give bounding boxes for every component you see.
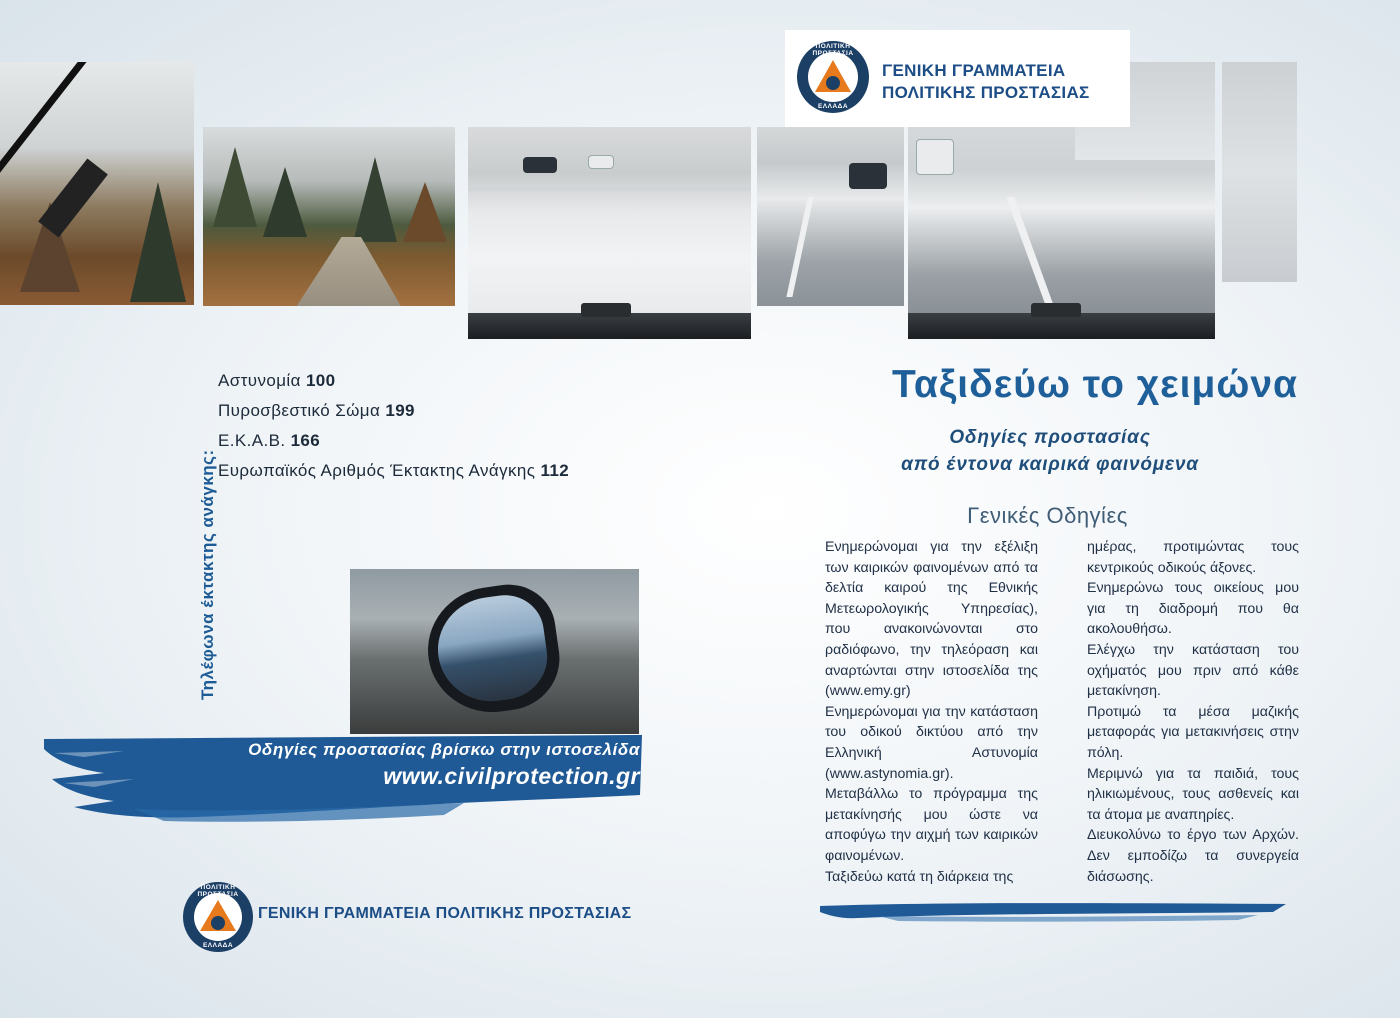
seal-top-text: ΠΟΛΙΤΙΚΗ ΠΡΟΣΤΑΣΙΑ <box>197 884 239 898</box>
emergency-item-ambulance <box>218 426 569 456</box>
instructions-column-1 <box>825 537 1038 887</box>
emergency-item-police <box>218 366 569 396</box>
emergency-vertical-label <box>176 370 217 700</box>
photo-car-side-mirror <box>350 569 639 734</box>
org-name-line1: ΓΕΝΙΚΗ ΓΡΑΜΜΑΤΕΙΑ <box>882 61 1066 80</box>
emergency-item-fire <box>218 396 569 426</box>
civil-protection-seal-icon <box>797 41 869 113</box>
emergency-number: 199 <box>385 401 415 420</box>
instruction-paragraph: Διευκολύνω το έργο των Αρχών. Δεν εμποδίζω τα συνεργεία διάσωσης. <box>1087 827 1299 885</box>
instructions-column-2 <box>1087 537 1299 887</box>
page-title: Ταξιδεύω το χειμώνα <box>892 363 1298 406</box>
emergency-number: 112 <box>540 461 570 480</box>
footer-org-name: ΓΕΝΙΚΗ ΓΡΑΜΜΑΤΕΙΑ ΠΟΛΙΤΙΚΗΣ ΠΡΟΣΤΑΣΙΑΣ <box>258 905 632 922</box>
photo-rainy-windshield-wiper <box>0 62 194 305</box>
org-name-line2: ΠΟΛΙΤΙΚΗΣ ΠΡΟΣΤΑΣΙΑΣ <box>882 83 1090 102</box>
emergency-name: Αστυνομία <box>218 371 301 390</box>
subtitle-line1: Οδηγίες προστασίας <box>949 427 1151 448</box>
website-link[interactable]: www.civilprotection.gr <box>383 763 640 789</box>
brush-stroke-divider <box>818 900 1288 924</box>
seal-top-text: ΠΟΛΙΤΙΚΗ ΠΡΟΣΤΑΣΙΑ <box>812 43 854 57</box>
instruction-paragraph: ημέρας, προτιμώντας τους κεντρικούς οδικούς άξονες. <box>1087 539 1299 576</box>
subtitle-line2: από έντονα καιρικά φαινόμενα <box>901 454 1199 475</box>
emergency-name: Ευρωπαϊκός Αριθμός Έκτακτης Ανάγκης <box>218 461 536 480</box>
section-heading: Γενικές Οδηγίες <box>967 503 1128 528</box>
instruction-paragraph: Ελέγχω την κατάσταση του οχήματός μου πριν από κάθε μετακίνηση. <box>1087 641 1299 700</box>
instruction-paragraph: Ενημερώνομαι για την εξέλιξη των καιρικών φαινομένων από τα δελτία καιρού της Εθνικής Μετεωρολογικής Υπηρεσίας), που ανακοινώνονται στο ραδιόφωνο, την τηλεόραση και αναρτώνται στην ιστοσελίδα της (www.emy.gr) <box>825 539 1038 700</box>
instruction-paragraph: Ενημερώνομαι για την κατάσταση του οδικού δικτύου από την Ελληνική Αστυνομία (www.astynomia.gr). <box>825 703 1038 782</box>
instruction-paragraph: Προτιμώ τα μέσα μαζικής μεταφοράς για μετακινήσεις στην πόλη. <box>1087 703 1299 761</box>
emergency-name: Ε.Κ.Α.Β. <box>218 431 286 450</box>
banner-text: Οδηγίες προστασίας βρίσκω στην ιστοσελίδα <box>248 740 640 759</box>
photo-wet-windshield <box>1222 62 1297 282</box>
subtitle <box>790 424 1310 478</box>
emergency-label-text: Τηλέφωνα έκτακτης ανάγκης: <box>198 449 217 700</box>
photo-snowy-highway-1 <box>468 127 751 339</box>
photo-autumn-forest-road <box>203 127 455 306</box>
instruction-paragraph: Ενημερώνω τους οικείους μου για τη διαδρομή που θα ακολουθήσω. <box>1087 580 1299 638</box>
seal-bottom-text: ΕΛΛΑΔΑ <box>817 103 849 110</box>
emergency-name: Πυροσβεστικό Σώμα <box>218 401 381 420</box>
emergency-numbers-list <box>218 366 569 486</box>
instruction-paragraph: Μεταβάλλω το πρόγραμμα της μετακίνησής μου ώστε να αποφύγω την αιχμή των καιρικών φαινομένων. <box>825 786 1038 864</box>
emergency-number: 100 <box>305 371 336 390</box>
emergency-item-european <box>218 456 569 486</box>
photo-snowy-highway-2 <box>757 127 904 306</box>
seal-bottom-text: ΕΛΛΑΔΑ <box>202 942 234 949</box>
header-logo-box <box>785 30 1130 127</box>
civil-protection-seal-icon <box>183 882 253 952</box>
instruction-paragraph: Μεριμνώ για τα παιδιά, τους ηλικιωμένους, τους ασθενείς και τα άτομα με αναπηρίες. <box>1087 765 1299 823</box>
instruction-paragraph: Ταξιδεύω κατά τη διάρκεια της <box>825 868 1014 885</box>
emergency-number: 166 <box>290 431 321 450</box>
